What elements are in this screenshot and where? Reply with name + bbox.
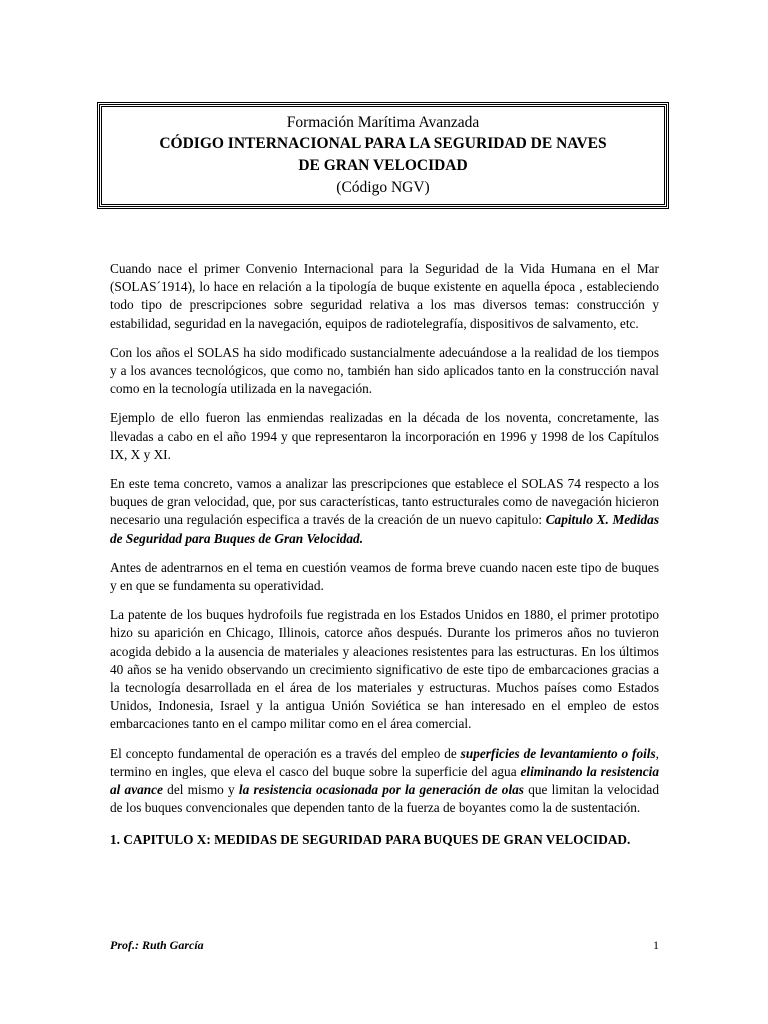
chapter-reference: Capitulo X. Medidas de Seguridad para Buques de Gran Velocidad. bbox=[110, 512, 659, 546]
emphasis-foils: superficies de levantamiento o foils bbox=[460, 745, 656, 761]
body-text bbox=[110, 260, 659, 861]
paragraph-2: Con los años el SOLAS ha sido modificado sustancialmente adecuándose a la realidad de los tiempos y a los avances tecnológicos, que como no, también han sido aplicados tanto en la construcción naval como en la tecnología utilizada en la navegación. bbox=[110, 344, 659, 397]
footer-author: Prof.: Ruth García bbox=[110, 938, 204, 952]
paragraph-7-text-a: El concepto fundamental de operación es a través del empleo de bbox=[110, 745, 461, 761]
page-number: 1 bbox=[653, 938, 659, 952]
document-subtitle: (Código NGV) bbox=[336, 179, 430, 196]
paragraph-7-text-c: , termino en ingles, que eleva el casco del buque sobre la superficie del agua bbox=[110, 745, 659, 779]
title-box bbox=[99, 104, 667, 207]
document-title-line1: CÓDIGO INTERNACIONAL PARA LA SEGURIDAD DE NAVES bbox=[159, 135, 607, 152]
paragraph-4-text: En este tema concreto, vamos a analizar las prescripciones que establece el SOLAS 74 respecto a los buques de gran velocidad, que, por sus características, tanto estructurales como de navegación hicieron necesario una regulación especifica a través de la creación de un nuevo capitulo: bbox=[110, 476, 659, 528]
emphasis-resistance: eliminando la resistencia al avance bbox=[110, 763, 659, 798]
emphasis-waves: la resistencia ocasionada por la generación de olas bbox=[238, 782, 524, 798]
paragraph-7-text-e: del mismo y bbox=[162, 782, 239, 798]
paragraph-7-text-g: que limitan la velocidad de los buques convencionales que dependen tanto de la fuerza de boyantes como la de sustentación. bbox=[110, 782, 659, 816]
course-name: Formación Marítima Avanzada bbox=[286, 114, 480, 131]
paragraph-6: La patente de los buques hydrofoils fue registrada en los Estados Unidos en 1880, el primer prototipo hizo su aparición en Chicago, Illinois, catorce años después. Durante los primeros años no tuvieron acogida debido a la ausencia de materiales y aleaciones resistentes para las estructuras. En los últimos 40 años se ha venido observando un crecimiento significativo de este tipo de embarcaciones gracias a la tecnología desarrollada en el área de los materiales y estructuras. Muchos países como Estados Unidos, Indonesia, Israel y la antigua Unión Soviética se han interesado en el empleo de estos embarcaciones tanto en el campo militar como en el área comercial. bbox=[110, 607, 659, 732]
paragraph-4 bbox=[110, 475, 659, 548]
section-heading: 1. CAPITULO X: MEDIDAS DE SEGURIDAD PARA BUQUES DE GRAN VELOCIDAD. bbox=[110, 832, 631, 848]
paragraph-5: Antes de adentrarnos en el tema en cuestión veamos de forma breve cuando nacen este tipo de buques y en que se fundamenta su operatividad. bbox=[110, 559, 659, 594]
paragraph-7 bbox=[110, 745, 659, 818]
document-title-line2: DE GRAN VELOCIDAD bbox=[298, 157, 468, 174]
paragraph-3: Ejemplo de ello fueron las enmiendas realizadas en la década de los noventa, concretamente, las llevadas a cabo en el año 1994 y que representaron la incorporación en 1996 y 1998 de los Capítulos IX, X y XI. bbox=[110, 410, 659, 462]
page-footer bbox=[110, 938, 659, 953]
paragraph-1: Cuando nace el primer Convenio Internacional para la Seguridad de la Vida Humana en el Mar (SOLAS´1914), lo hace en relación a la tipología de buque existente en aquella época , estableciendo todo tipo de prescripciones sobre seguridad relativa a los mas diversos temas: construcción y estabilidad, seguridad en la navegación, equipos de radiotelegrafía, dispositivos de salvamento, etc. bbox=[110, 261, 659, 331]
